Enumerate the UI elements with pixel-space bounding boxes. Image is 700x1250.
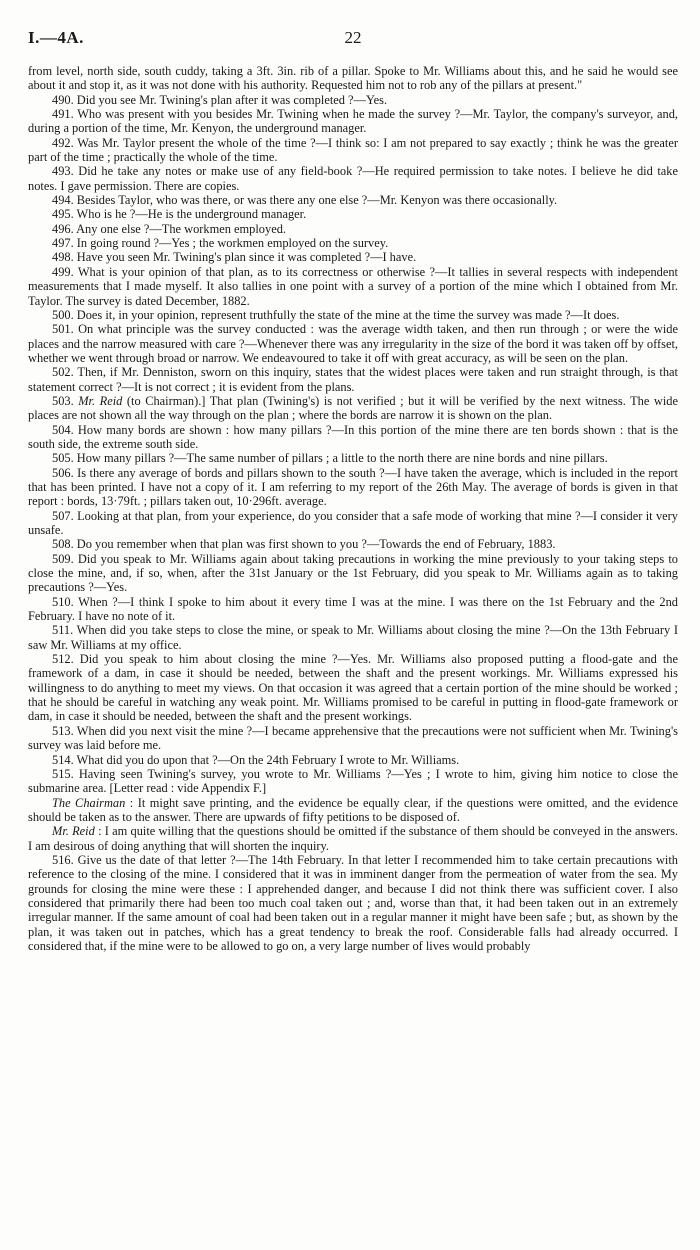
question-495: 495. Who is he ?—He is the underground manager. — [52, 207, 307, 222]
page-header — [28, 28, 678, 50]
question-497: 497. In going round ?—Yes ; the workmen employed on the survey. — [52, 236, 389, 251]
speaker-name: Mr. Reid — [52, 824, 95, 839]
question-508: 508. Do you remember when that plan was first shown to you ?—Towards the end of February, 1883. — [52, 537, 556, 552]
question-515: 515. Having seen Twining's survey, you wrote to Mr. Williams ?—Yes ; I wrote to him, giving him notice to close the submarine area. [Letter read : vide Appendix F.] — [28, 766, 678, 796]
question-503 — [28, 394, 678, 423]
question-507: 507. Looking at that plan, from your experience, do you consider that a safe mode of working that mine ?—I consider it very unsafe. — [28, 508, 678, 537]
question-504: 504. How many bords are shown : how many pillars ?—In this portion of the mine there are ten bords shown : that is the south side, the extreme south side. — [28, 422, 678, 451]
question-494: 494. Besides Taylor, who was there, or was there any one else ?—Mr. Kenyon was there occasionally. — [52, 193, 558, 208]
speaker-name: The Chairman — [52, 795, 126, 810]
question-501: 501. On what principle was the survey conducted : was the average width taken, and then run through ; or were the wide places and the narrow measured with care ?—Whenever there was any irregularity in the size of the bord it was taken off by offset, whether we went through broad or narrow. We endeavoured to take it off with great accuracy, as will be seen on the plan. — [28, 322, 678, 365]
question-505: 505. How many pillars ?—The same number of pillars ; a little to the north there are nine bords and nine pillars. — [52, 451, 608, 466]
question-491: 491. Who was present with you besides Mr. Twining when he made the survey ?—Mr. Taylor, the company's surveyor, and, during a portion of the time, Mr. Kenyon, the underground manager. — [28, 107, 678, 136]
continuation-paragraph: from level, north side, south cuddy, taking a 3ft. 3in. rib of a pillar. Spoke to Mr. Williams about this, and he said he would see about it and stop it, as it was not done with his authority. Requested him not to rob any of the pillars at present." — [28, 64, 678, 93]
paper-reference: I.—4A. — [28, 28, 84, 47]
question-514: 514. What did you do upon that ?—On the 24th February I wrote to Mr. Williams. — [52, 752, 460, 767]
question-512: 512. Did you speak to him about closing the mine ?—Yes. Mr. Williams also proposed putting a flood-gate and the framework of a dam, in case it should be needed, between the shaft and the present workings. Mr. Williams expressed his willingness to do anything to meet my views. On that occasion it was agreed that a certain portion of the mine should be worked ; that he should be careful in watching any weak point. Mr. Williams promised to be careful in putting in flood-gate framework or dam, in case it should be needed, between the shaft and the present workings. — [28, 652, 678, 724]
question-498: 498. Have you seen Mr. Twining's plan since it was completed ?—I have. — [52, 250, 417, 265]
question-502: 502. Then, if Mr. Denniston, sworn on this inquiry, states that the widest places were taken and run straight through, is that statement correct ?—It is not correct ; it is evident from the plans. — [28, 365, 678, 394]
question-511: 511. When did you take steps to close the mine, or speak to Mr. Williams about closing the mine ?—On the 13th February I saw Mr. Williams at my office. — [28, 623, 678, 652]
question-509: 509. Did you speak to Mr. Williams again about taking precautions in working the mine previously to your taking steps to close the mine, and, if so, when, after the 31st January or the 1st February, did you speak to Mr. Williams again as to taking precautions ?—Yes. — [28, 551, 678, 595]
question-490: 490. Did you see Mr. Twining's plan after it was completed ?—Yes. — [52, 92, 388, 107]
question-513: 513. When did you next visit the mine ?—I became apprehensive that the precautions were not sufficient when Mr. Twining's survey was laid before me. — [28, 723, 678, 753]
statement-text: (to Chairman).] That plan (Twining's) is not verified ; but it will be verified by the next witness. The wide places are not shown all the way through on the plan ; where the bords are narrow it is shown on the plan. — [28, 393, 679, 423]
question-499: 499. What is your opinion of that plan, as to its correctness or otherwise ?—It tallies in several respects with independent measurements that I made myself. It also tallies in one point with a survey of a portion of the mine which I obtained from Mr. Taylor. The survey is dated December, 1882. — [28, 264, 678, 308]
question-493: 493. Did he take any notes or make use of any field-book ?—He required permission to take notes. I believe he did take notes. I gave permission. There are copies. — [28, 164, 678, 193]
statement-text: : I am quite willing that the questions should be omitted if the substance of them should be conveyed in the answers. I am desirous of doing anything that will shorten the inquiry. — [28, 824, 678, 853]
reid-statement — [28, 824, 678, 853]
question-number: 503. — [52, 393, 79, 408]
question-506: 506. Is there any average of bords and pillars shown to the south ?—I have taken the average, which is included in the report that has been printed. I have not a copy of it. I am referring to my report of the 26th May. The average of bords is given in that report : bords, 13·79ft. ; pillars taken out, 10·296ft. average. — [28, 465, 678, 509]
question-496: 496. Any one else ?—The workmen employed. — [52, 221, 286, 236]
chairman-statement — [28, 796, 678, 825]
statement-text: : It might save printing, and the evidence be equally clear, if the questions were omitted, and the evidence should be taken as to the answer. There are upwards of fifty petitions to be disposed of. — [28, 795, 678, 824]
evidence-body — [28, 64, 678, 953]
question-492: 492. Was Mr. Taylor present the whole of the time ?—I think so: I am not prepared to say exactly ; think he was the greater part of the time ; practically the whole of the time. — [28, 135, 678, 165]
question-500: 500. Does it, in your opinion, represent truthfully the state of the mine at the time the survey was made ?—It does. — [52, 307, 620, 322]
question-510: 510. When ?—I think I spoke to him about it every time I was at the mine. I was there on the 1st February and the 2nd February. I have no note of it. — [28, 594, 678, 624]
page-number: 22 — [344, 28, 362, 47]
question-516: 516. Give us the date of that letter ?—The 14th February. In that letter I recommended him to take certain precautions with reference to the closing of the mine. I considered that it was in imminent danger from the permeation of water from the sea. My grounds for closing the mine were these : I apprehended danger, and because I did not think there was sufficient cover. I also considered that primarily there had been too much coal taken out ; and, worse than that, it had been taken out in an extremely irregular manner. If the same amount of coal had been taken out in a regular manner it might have been safe ; but, as shown by the plan, it was taken out in patches, which has a great tendency to break the roof. Considerable falls had already occurred. I considered that, if the mine were to be allowed to go on, a very large number of lives would probably — [28, 852, 678, 953]
speaker-name: Mr. Reid — [78, 393, 123, 408]
